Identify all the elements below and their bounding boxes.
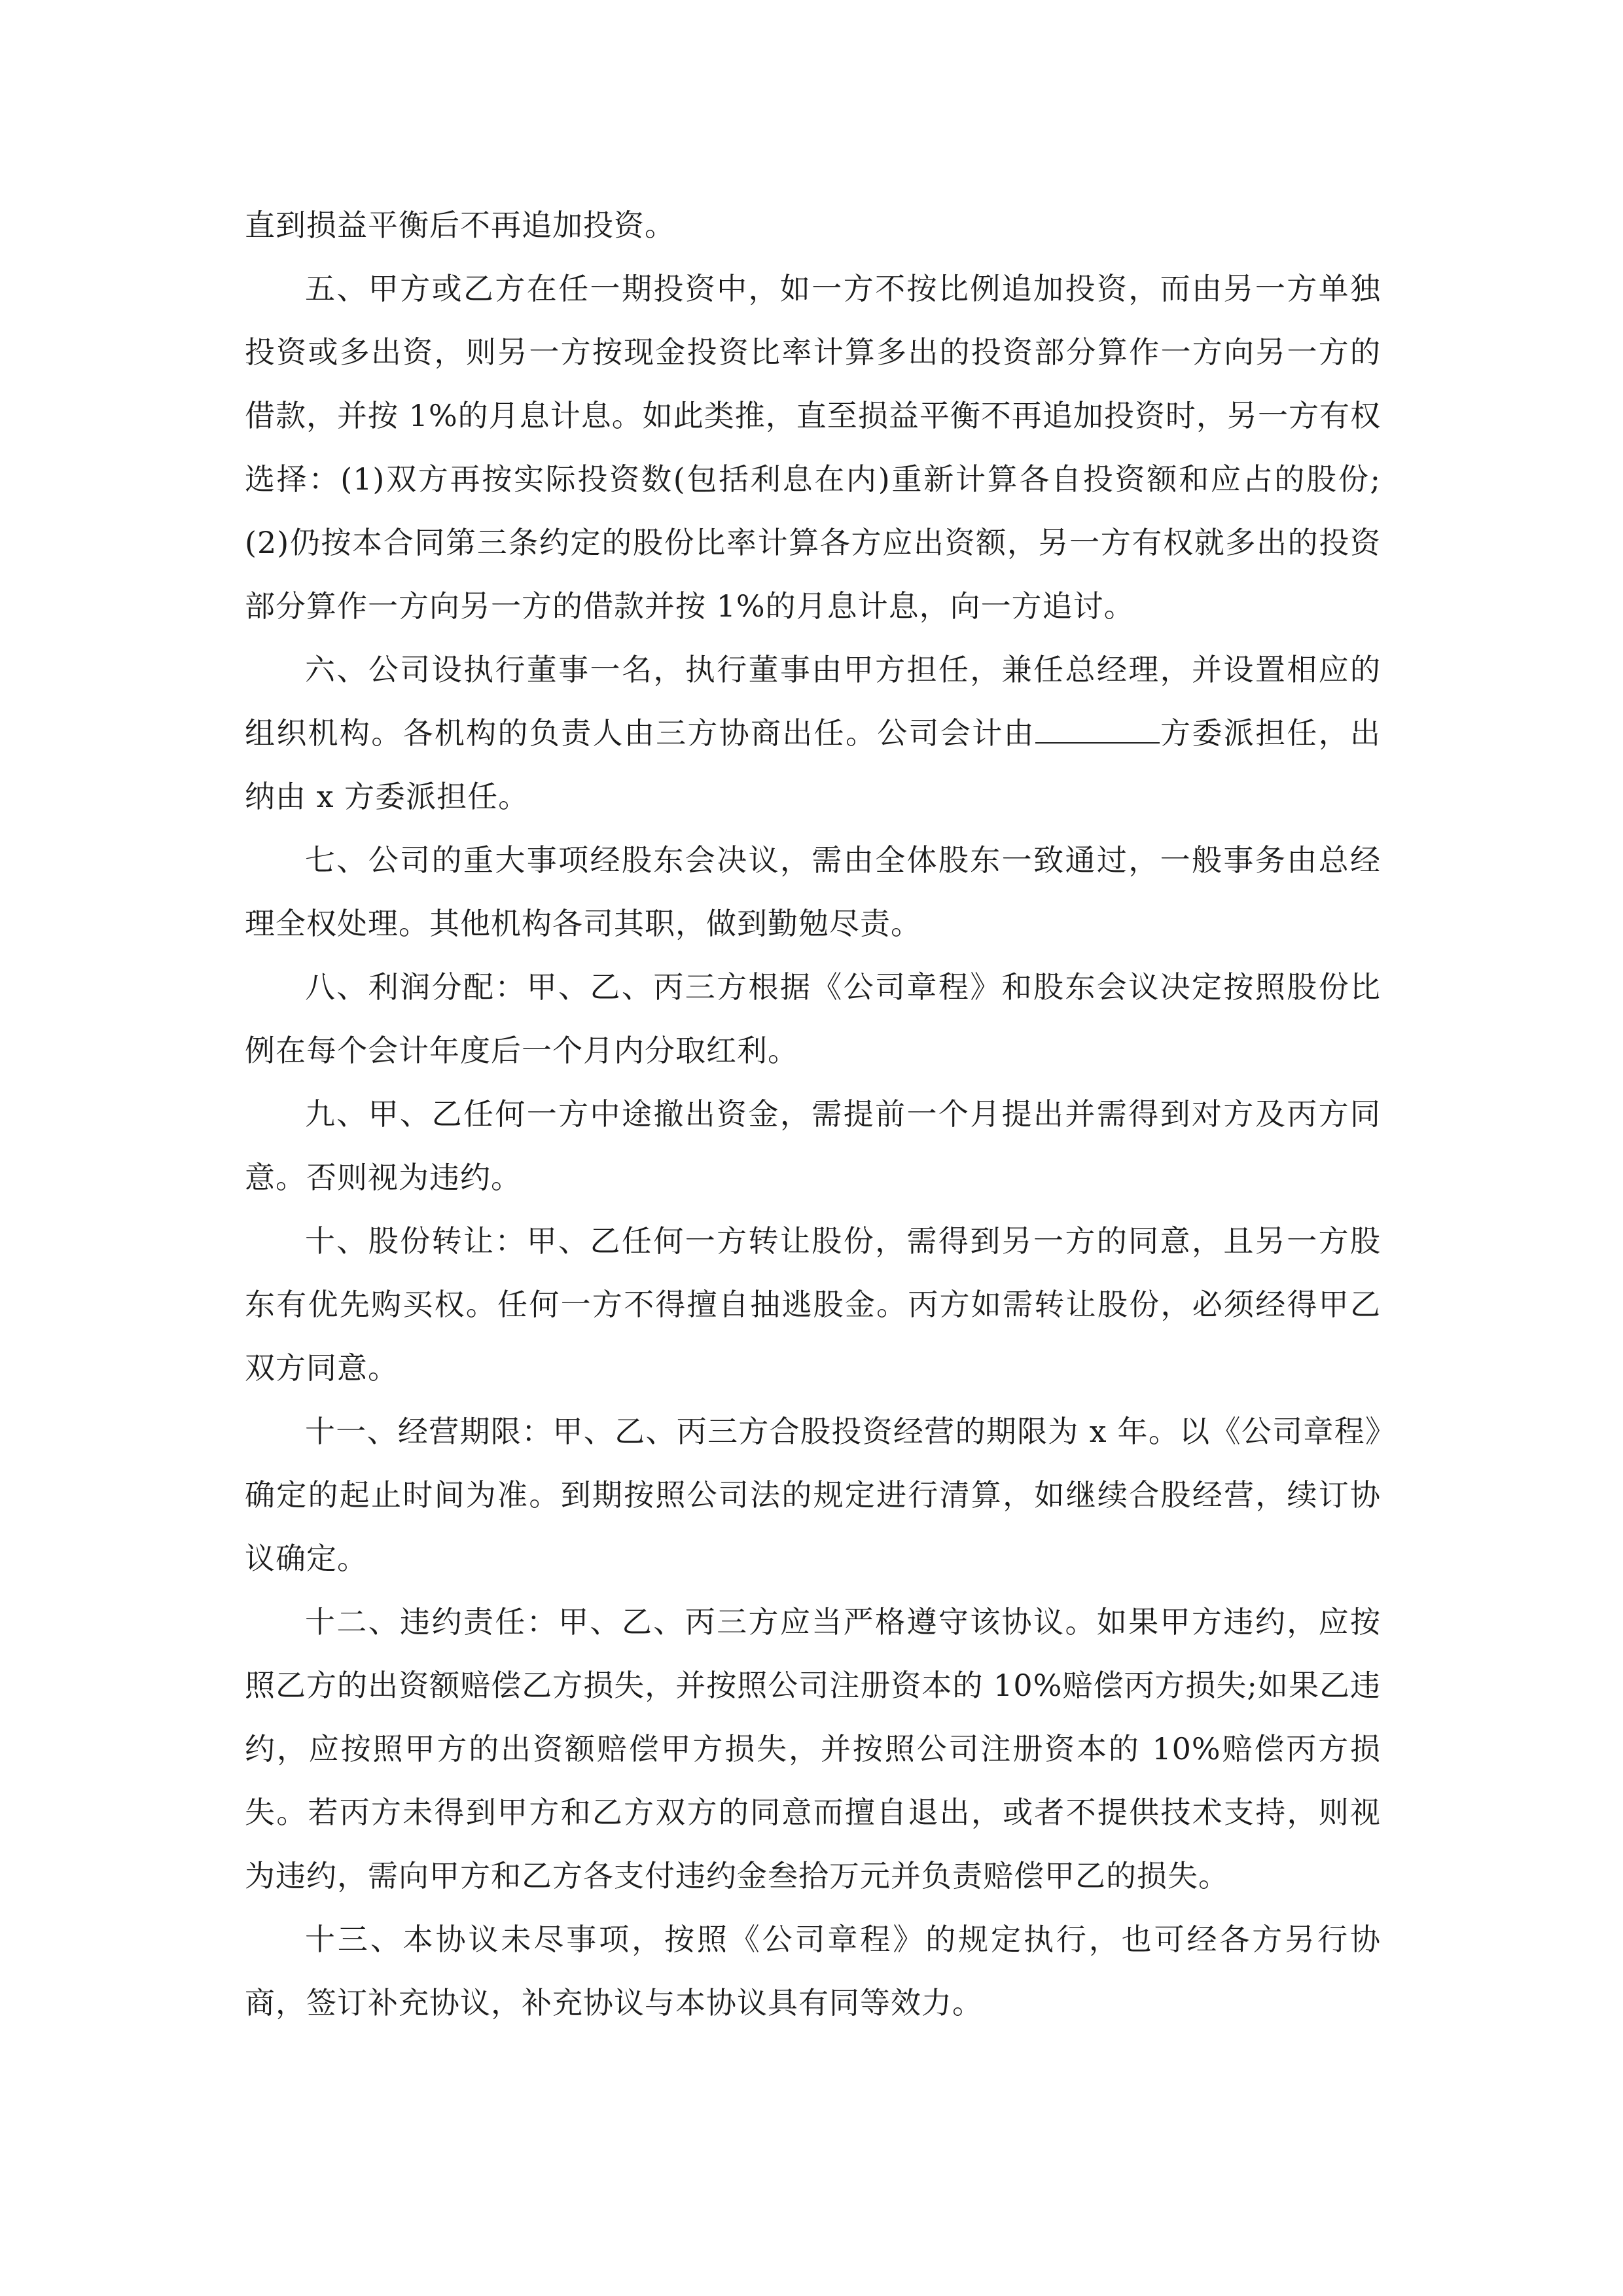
document-body [245,194,1381,2035]
fill-in-blank [1035,715,1160,744]
paragraph-article-10: 十、股份转让：甲、乙任何一方转让股份，需得到另一方的同意，且另一方股东有优先购买权。任何一方不得擅自抽逃股金。丙方如需转让股份，必须经得甲乙双方同意。 [245,1223,1381,1386]
paragraph-article-8: 八、利润分配：甲、乙、丙三方根据《公司章程》和股东会议决定按照股份比例在每个会计年度后一个月内分取红利。 [245,969,1381,1068]
paragraph-continuation: 直到损益平衡后不再追加投资。 [245,207,675,243]
paragraph-article-12: 十二、违约责任：甲、乙、丙三方应当严格遵守该协议。如果甲方违约，应按照乙方的出资额赔偿乙方损失，并按照公司注册资本的 10%赔偿丙方损失;如果乙违约，应按照甲方的出资额赔偿甲方损失，并按照公司注册资本的 10%赔偿丙方损失。若丙方未得到甲方和乙方双方的同意而擅自退出，或者不提供技术支持，则视为违约，需向甲方和乙方各支付违约金叁拾万元并负责赔偿甲乙的损失。 [245,1604,1381,1893]
article-6-text-before-blank: 六、公司设执行董事一名，执行董事由甲方担任，兼任总经理，并设置相应的组织机构。各机构的负责人由三方协商出任。公司会计由 [245,652,1381,751]
paragraph-article-6 [245,638,1381,829]
paragraph-article-5: 五、甲方或乙方在任一期投资中，如一方不按比例追加投资，而由另一方单独投资或多出资，则另一方按现金投资比率计算多出的投资部分算作一方向另一方的借款，并按 1%的月息计息。如此类推，直至损益平衡不再追加投资时，另一方有权选择：(1)双方再按实际投资数(包括利息在内)重新计算各自投资额和应占的股份;(2)仍按本合同第三条约定的股份比率计算各方应出资额，另一方有权就多出的投资部分算作一方向另一方的借款并按 1%的月息计息，向一方追讨。 [245,271,1381,624]
paragraph-article-9: 九、甲、乙任何一方中途撤出资金，需提前一个月提出并需得到对方及丙方同意。否则视为违约。 [245,1096,1381,1195]
paragraph-article-11: 十一、经营期限：甲、乙、丙三方合股投资经营的期限为 x 年。以《公司章程》确定的起止时间为准。到期按照公司法的规定进行清算，如继续合股经营，续订协议确定。 [245,1414,1381,1576]
article-6-text-after-blank: 方委派担任，出纳由 x 方委派担任。 [245,715,1381,814]
paragraph-article-13: 十三、本协议未尽事项，按照《公司章程》的规定执行，也可经各方另行协商，签订补充协议，补充协议与本协议具有同等效力。 [245,1922,1381,2020]
paragraph-article-7: 七、公司的重大事项经股东会决议，需由全体股东一致通过，一般事务由总经理全权处理。其他机构各司其职，做到勤勉尽责。 [245,842,1381,941]
